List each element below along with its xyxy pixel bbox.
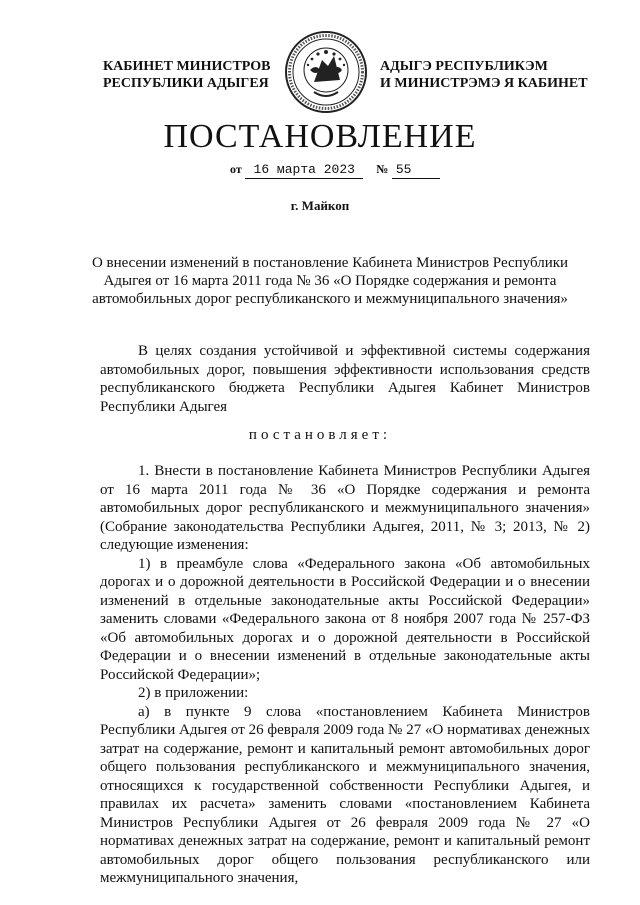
paragraph-point-1: 1. Внести в постановление Кабинета Министров Республики Адыгея от 16 марта 2011 года № 36 «О Порядке содержания и ремонта автомобильных дорог республиканского и межмуниципального значения» (Собрание законодательства Республики Адыгея, 2011, № 3; 2013, № 2) следующие изменения: — [100, 463, 590, 553]
header-right-line2: И МИНИСТРЭМЭ Я КАБИНЕТ — [380, 76, 588, 91]
paragraph-subpoint-a: а) в пункте 9 слова «постановлением Кабинета Министров Республики Адыгея от 26 февраля 2009 года № 27 «О нормативах денежных затрат на содержание, ремонт и капитальный ремонт автомобильных дорог общего пользования республиканского и межмуниципального значения, относящихся к государственной собственности Республики Адыгея, и правилах их расчета» заменить словами «постановлением Кабинета Министров Республики Адыгея от 26 февраля 2009 года № 27 «О нормативах денежных затрат на содержание, ремонт и капитальный ремонт автомобильных дорог общего пользования республиканского или межмуниципального значения, — [100, 703, 590, 886]
header-left-line1: КАБИНЕТ МИНИСТРОВ — [103, 59, 271, 74]
header-left-line2: РЕСПУБЛИКИ АДЫГЕЯ — [103, 76, 269, 91]
points-list — [100, 462, 590, 888]
date-number-line — [230, 162, 440, 179]
resolves-word: постановляет: — [248, 427, 392, 443]
header-left — [103, 58, 278, 92]
header-right — [380, 58, 600, 92]
subject-heading: О внесении изменений в постановление Кабинета Министров Республики Адыгея от 16 марта 2011 года № 36 «О Порядке содержания и ремонта автомобильных дорог республиканского и межмуниципального значения» — [91, 255, 569, 307]
coat-of-arms-seal-icon — [284, 30, 368, 114]
city: г. Майкоп — [290, 198, 350, 213]
paragraph-subpoint-2: 2) в приложении: — [138, 685, 249, 701]
intro-paragraph: В целях создания устойчивой и эффективной системы содержания автомобильных дорог, повышения эффективности использования средств республиканского бюджета Республики Адыгея Кабинет Министров Республики Адыгея — [100, 343, 590, 415]
document-title: ПОСТАНОВЛЕНИЕ — [163, 118, 477, 155]
paragraph-subpoint-1: 1) в преамбуле слова «Федерального закона «Об автомобильных дорогах и о дорожной деятельности в Российской Федерации и о внесении изменений в отдельные законодательные акты Российской Федерации» заменить словами «Федерального закона от 8 ноября 2007 года № 257-ФЗ «Об автомобильных дорогах и о дорожной деятельности в Российской Федерации и о внесении изменений в отдельные законодательные акты Российской Федерации»; — [100, 555, 590, 683]
date-value: 16 марта 2023 — [245, 162, 363, 179]
date-label: от — [230, 162, 242, 176]
header-right-line1: АДЫГЭ РЕСПУБЛИКЭМ — [380, 59, 548, 74]
number-label: № — [376, 162, 389, 176]
number-value: 55 — [392, 162, 440, 179]
